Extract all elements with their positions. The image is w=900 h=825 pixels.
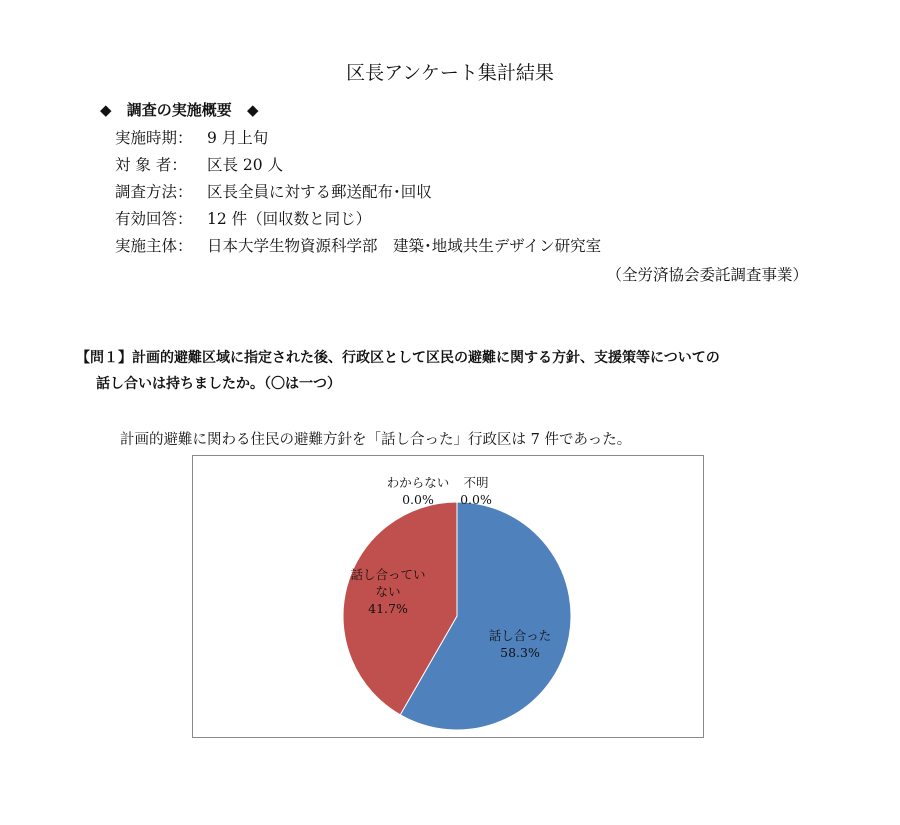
pie-value-label: 58.3%: [500, 645, 540, 660]
overview-label: 調査方法：: [115, 183, 193, 201]
question-line: 【問１】計画的避難区域に指定された後、行政区として区民の避難に関する方針、支援策等についての: [76, 350, 720, 366]
overview-value: 区長全員に対する郵送配布･回収: [207, 183, 432, 201]
overview-row-organizer: [115, 234, 601, 256]
overview-label: 実施時期：: [115, 129, 193, 147]
pie-slices: [343, 502, 571, 730]
overview-note: （全労済協会委託調査事業）: [606, 266, 808, 284]
overview-value: 区長 20 人: [207, 156, 284, 174]
overview-heading: [100, 99, 259, 120]
overview-label: 対 象 者：: [115, 156, 187, 174]
summary-text: 計画的避難に関わる住民の避難方針を「話し合った」行政区は 7 件であった。: [120, 432, 632, 448]
overview-row-responses: [115, 207, 371, 229]
page-title: 区長アンケート集計結果: [346, 62, 554, 84]
overview-row-method: [115, 180, 432, 202]
overview-value: 12 件（回収数と同じ）: [207, 210, 372, 228]
overview-label: 有効回答：: [115, 210, 193, 228]
pie-category-label: ない: [375, 584, 401, 599]
overview-heading-text: 調査の実施概要: [126, 101, 232, 119]
question-line: 話し合いは持ちましたか。（〇は一つ）: [96, 376, 341, 392]
pie-category-label: 話し合ってい: [350, 567, 426, 582]
diamond-icon: ◆: [100, 101, 112, 119]
pie-value-label: 0.0%: [460, 492, 492, 507]
question-text: [76, 345, 836, 397]
overview-row-period: [115, 126, 268, 148]
overview-value: 日本大学生物資源科学部 建築･地域共生デザイン研究室: [207, 237, 602, 255]
pie-chart: [193, 456, 703, 737]
pie-value-label: 0.0%: [402, 492, 434, 507]
pie-category-label: 不明: [463, 475, 489, 490]
pie-value-label: 41.7%: [368, 601, 408, 616]
overview-label: 実施主体：: [115, 237, 193, 255]
overview-value: 9 月上旬: [207, 129, 269, 147]
pie-category-label: わからない: [386, 475, 450, 490]
pie-category-label: 話し合った: [488, 628, 552, 643]
overview-row-target: [115, 153, 283, 175]
chart-frame: [192, 455, 704, 738]
diamond-icon: ◆: [247, 101, 259, 119]
